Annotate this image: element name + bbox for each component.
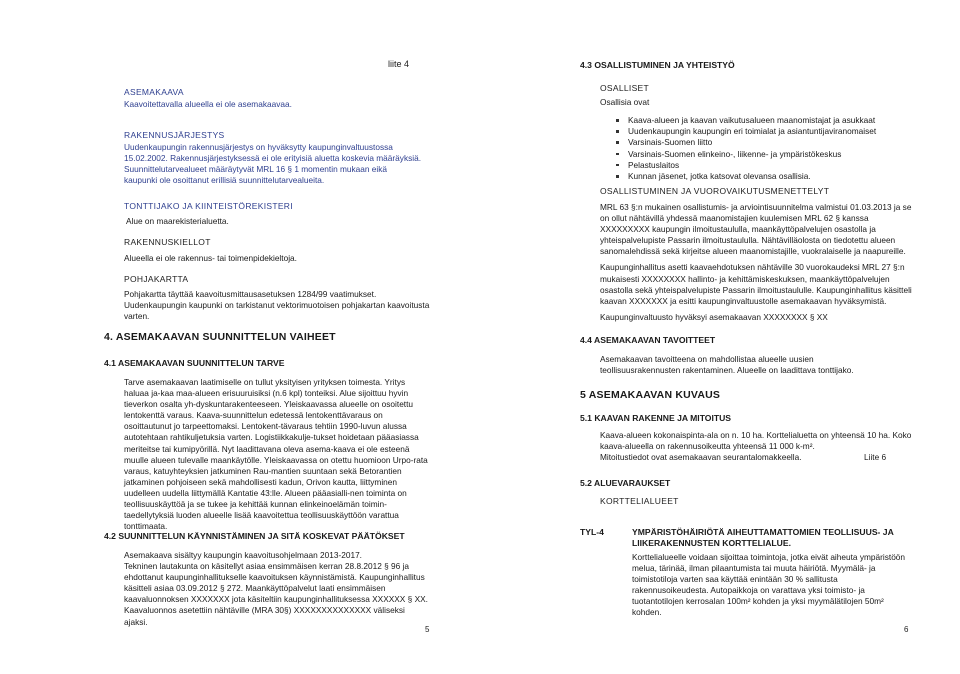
rakennuskiellot-text: Alueella ei ole rakennus- tai toimenpidekieltoja.	[124, 253, 297, 263]
vuorovaikutus-para: Kaupunginvaltuusto hyväksyi asemakaavan XXXXXXXX § XX	[600, 311, 828, 322]
section-4-2-para: Kaavaluonnos asetettiin nähtäville (MRA 30§) XXXXXXXXXXXXXX väliseksi ajaksi.	[124, 605, 405, 627]
osalliset-list	[614, 115, 914, 182]
list-item: Kunnan jäsenet, jotka katsovat olevansa osallisia.	[614, 171, 914, 182]
section-4-4-text: Asemakaavan tavoitteena on mahdollistaa alueelle uusien teollisuusrakennusten rakentaminen. Alueelle on laadittava tonttijako.	[600, 354, 854, 376]
vuorovaikutus-para: Kaupunginhallitus asetti kaavaehdotuksen nähtäville 30 vuorokaudeksi MRL 27 §:n mukaisesti XXXXXXXX hallinto- ja kehittämiskeskuksen, maankäyttöpalvelujen osastolla sekä yhteispalvelupiste Passarin ilmoitustaululle. Kaupunginhallitus käsitteli kaavan XXXXXXX ja esitti kaupunginvaltuustolle asemakaavan hyväksymistä.	[600, 262, 912, 306]
section-4-2-heading: 4.2 SUUNNITTELUN KÄYNNISTÄMINEN JA SITÄ KOSKEVAT PÄÄTÖKSET	[104, 531, 405, 541]
osallisia-ovat-text: Osallisia ovat	[600, 97, 650, 107]
page-number: 6	[904, 625, 909, 634]
list-item: Kaava-alueen ja kaavan vaikutusalueen maanomistajat ja asukkaat	[614, 115, 914, 126]
list-item: Varsinais-Suomen elinkeino-, liikenne- ja ympäristökeskus	[614, 149, 914, 160]
section-4-2-para: Asemakaava sisältyy kaupungin kaavoitusohjelmaan 2013-2017.	[124, 550, 362, 560]
vuorovaikutus-para: MRL 63 §:n mukainen osallistumis- ja arviointisuunnitelma valmistui 01.03.2013 ja se on ollut nähtävillä yhdessä maanomistajien kuulemisen MRL 62 § kanssa XXXXXXXXX kaupungin ilmoitustaululla, maankäyttöpalvelujen osastolla ja yhteispalvelupiste Passarin ilmoitustaululla. Nähtävilläolosta on tiedotettu alueen sanomalehdissä sekä kirjeitse alueen maanomistajille, vuokralaiselle ja naapureille.	[600, 202, 912, 257]
osalliset-heading: OSALLISET	[600, 83, 649, 93]
vuorovaikutus-body	[600, 202, 912, 323]
section-5-1-note: Mitoitustiedot ovat asemakaavan seurantalomakkeella.	[600, 452, 802, 462]
section-4-heading: 4. ASEMAKAAVAN SUUNNITTELUN VAIHEET	[104, 331, 336, 343]
asemakaava-heading: ASEMAKAAVA	[124, 87, 184, 97]
section-4-4-heading: 4.4 ASEMAKAAVAN TAVOITTEET	[580, 335, 716, 345]
section-5-2-heading: 5.2 ALUEVARAUKSET	[580, 478, 671, 488]
appendix-reference: Liite 6	[864, 452, 887, 462]
list-item: Pelastuslaitos	[614, 160, 914, 171]
vuorovaikutus-heading: OSALLISTUMINEN JA VUOROVAIKUTUSMENETTELYT	[600, 186, 830, 196]
section-5-1-text: Kaava-alueen kokonaispinta-ala on n. 10 ha. Korttelialuetta on yhteensä 10 ha. Koko kaava-alueella on rakennusoikeutta yhteensä 11 000 k-m².	[600, 430, 912, 452]
tyl-code: TYL-4	[580, 527, 604, 537]
rakennusjarjestys-text: Uudenkaupungin rakennusjärjestys on hyväksytty kaupunginvaltuustossa 15.02.2002. Rakennusjärjestyksessä ei ole erityisiä aluetta koskevia määräyksiä. Suunnittelutarvealueet määräytyvät MRL 16 § 1 momentin mukaan eikä kaupunki ole osoittanut erillisiä suunnittelutarvealueita.	[124, 142, 421, 186]
pohjakartta-text: Pohjakartta täyttää kaavoitusmittausasetuksen 1284/99 vaatimukset. Uudenkaupungin kaupunki on tarkistanut vektorimuotoisen pohjakartan kaavoitusta varten.	[124, 289, 430, 322]
page-right	[480, 0, 960, 674]
section-4-1-text: Tarve asemakaavan laatimiselle on tullut yksityisen yrityksen toimesta. Yritys haluaa ja-kaa maa-alueen erisuuruisiksi (n.6 kpl) tonteiksi. Alue sijoittuu hyvin tieverkon osalta yh-dyskuntarakenteeseen. Yleiskaavassa alueelle on osoitettu lentokenttä varaus. Kaava-suunnittelun edetessä lentokenttävaraus on osoittautunut jo tarpeettomaksi. Lentokent-tävaraus tehtiin 1990-luvun alussa autotehtaan rahtikuljetuksia varten. Logistiikkakulje-tukset hoidetaan pääasiassa meriteitse tai kumipyörillä. Nyt laadittavana oleva asema-kaava ei ole esteenä muulle alueen tulevalle maankäytölle. Yleiskaavassa on otettu huomioon Urpo-rata varaus, katuyhteyksien jatkuminen Rau-mantien suuntaan sekä Betorantien jatkaminen pohjoiseen sekä mahdollisesti kadun, Orivon kautta, liittyminen uudelleen uudella liittymällä Kantatie 43:lle. Alueen pääasialli-nen toiminta on teollisuuskäyttöä ja se tukee ja kehittää kunnan elinkeinoelämän toimin-taedellytyksiä luoden alueelle lisää kaavoitettua teollisuuskäyttöön varattua tonttimaata.	[124, 377, 428, 532]
rakennusjarjestys-heading: RAKENNUSJÄRJESTYS	[124, 130, 225, 140]
page-number: 5	[425, 625, 430, 634]
section-4-1-heading: 4.1 ASEMAKAAVAN SUUNNITTELUN TARVE	[104, 358, 285, 368]
list-item: Varsinais-Suomen liitto	[614, 137, 914, 148]
tonttijako-text: Alue on maarekisterialuetta.	[126, 216, 229, 226]
section-5-heading: 5 ASEMAKAAVAN KUVAUS	[580, 389, 721, 401]
rakennuskiellot-heading: RAKENNUSKIELLOT	[124, 237, 211, 247]
list-item: Uudenkaupungin kaupungin eri toimialat ja asiantuntijaviranomaiset	[614, 126, 914, 137]
korttelialueet-heading: KORTTELIALUEET	[600, 496, 679, 506]
section-4-2-body	[124, 550, 428, 628]
section-4-3-heading: 4.3 OSALLISTUMINEN JA YHTEISTYÖ	[580, 60, 735, 70]
appendix-label: liite 4	[388, 59, 410, 69]
section-4-2-para: Tekninen lautakunta on käsitellyt asiaa ensimmäisen kerran 28.8.2012 § 96 ja ehdottanut kaupunginhallitukselle kaavoituksen käynnistämistä. Kaupunginhallitus käsitteli asiaa 03.09.2012 § 272. Maankäyttöpalvelut laati ensimmäisen kaavaluonnoksen XXXXXXX jota käsiteltiin kaupunginhallituksessa XXXXXX § XX.	[124, 561, 428, 605]
section-5-1-heading: 5.1 KAAVAN RAKENNE JA MITOITUS	[580, 413, 732, 423]
tyl-text: Korttelialueelle voidaan sijoittaa toimintoja, jotka eivät aiheuta ympäristöön melua, tärinää, ilman pilaantumista tai muuta häiriötä. Myymälä- ja toimistotiloja varten saa käyttää enintään 30 % sallitusta rakennusoikeudesta. Autopaikkoja on varattava yksi toimisto- ja tuotantotilojen kerrosalan 100m² kohden ja yksi myymälätilojen 50m² kohden.	[632, 552, 906, 618]
tonttijako-heading: TONTTIJAKO JA KIINTEISTÖREKISTERI	[124, 201, 293, 211]
pohjakartta-heading: POHJAKARTTA	[124, 274, 189, 284]
asemakaava-text: Kaavoitettavalla alueella ei ole asemakaavaa.	[124, 99, 292, 109]
tyl-title: YMPÄRISTÖHÄIRIÖTÄ AIHEUTTAMATTOMIEN TEOLLISUUS- JA LIIKERAKENNUSTEN KORTTELIALUE.	[632, 527, 894, 548]
